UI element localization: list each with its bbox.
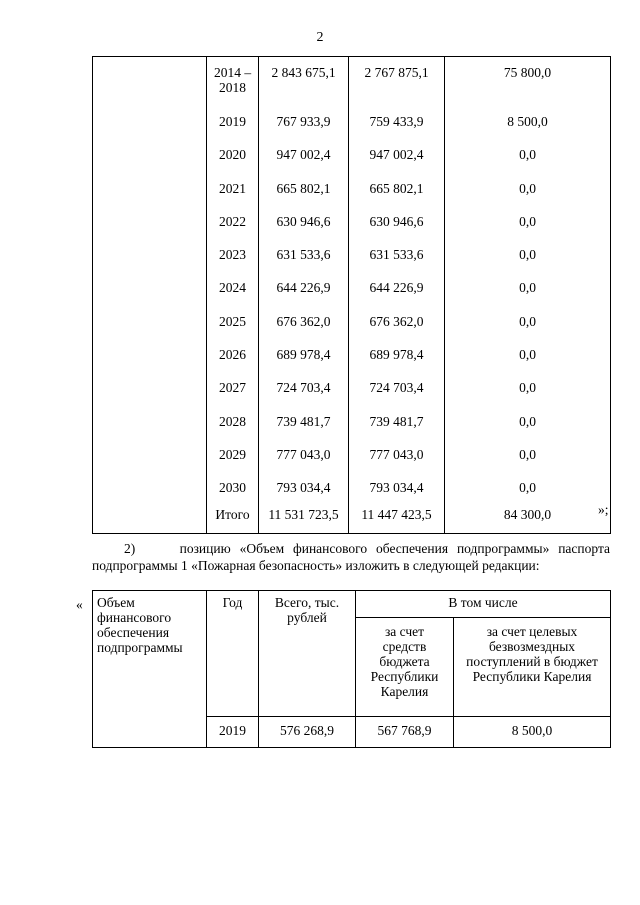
- table1-year-cell: 2014 – 2018: [213, 65, 252, 95]
- targeted-column: [445, 57, 611, 534]
- paragraph-text: позицию «Объем финансового обеспечения подпрограммы» паспорта подпрограммы 1 «Пожарная безопасность» изложить в следующей редакции:: [92, 541, 611, 573]
- page-number: 2: [316, 30, 324, 45]
- table1-year-cell: 2019: [219, 114, 246, 129]
- table1-year-cell: 2024: [219, 280, 246, 296]
- table1-total-cell: 644 226,9: [276, 280, 331, 296]
- table1-total-cell: 11 531 723,5: [268, 506, 339, 522]
- table1-targeted-cell: 0,0: [519, 180, 536, 196]
- table1-targeted-cell: 0,0: [519, 480, 536, 496]
- table1-year-cell: 2029: [219, 446, 246, 462]
- label-cell-empty: [93, 57, 207, 534]
- table1-total-cell: 630 946,6: [276, 213, 331, 229]
- table1-total-cell: 2 843 675,1: [271, 65, 336, 80]
- table1-year-cell: 2022: [219, 213, 246, 229]
- table1-targeted-cell: 75 800,0: [503, 65, 552, 80]
- table1-targeted-cell: 0,0: [519, 147, 536, 163]
- header-total: Всего, тыс. рублей: [259, 591, 356, 717]
- paragraph-number: 2): [124, 541, 136, 556]
- table1-budget-cell: 793 034,4: [369, 480, 424, 496]
- table1-year-cell: 2026: [219, 347, 246, 363]
- table1-targeted-cell: 0,0: [519, 380, 536, 396]
- table1-total-cell: 739 481,7: [276, 413, 331, 429]
- table1-budget-cell: 630 946,6: [369, 213, 424, 229]
- table1-year-cell: 2025: [219, 313, 246, 329]
- funding-table-new: [92, 590, 611, 748]
- header-including: В том числе: [356, 591, 611, 618]
- header-targeted: за счет целевых безвозмездных поступлений в бюджет Республики Карелия: [454, 618, 611, 717]
- table1-total-cell: 724 703,4: [276, 380, 331, 396]
- table1-budget-cell: 676 362,0: [369, 313, 424, 329]
- table1-budget-cell: 777 043,0: [369, 446, 424, 462]
- table1-year-cell: 2021: [219, 180, 246, 196]
- table1-year-cell: 2027: [219, 380, 246, 396]
- table1-targeted-cell: 8 500,0: [507, 114, 548, 129]
- table1-total-cell: 665 802,1: [276, 180, 331, 196]
- funding-table-continued: [92, 56, 611, 534]
- table1-total-cell: 676 362,0: [276, 313, 331, 329]
- table1-budget-cell: 759 433,9: [369, 114, 424, 129]
- header-year: Год: [207, 591, 259, 717]
- year-column: [207, 57, 259, 534]
- table1-budget-cell: 2 767 875,1: [364, 65, 429, 80]
- row-budget: 567 768,9: [356, 717, 454, 748]
- table1-year-cell: Итого: [215, 506, 250, 522]
- table1-total-cell: 767 933,9: [276, 114, 331, 129]
- table1-total-cell: 947 002,4: [276, 147, 331, 163]
- table1-budget-cell: 644 226,9: [369, 280, 424, 296]
- amendment-paragraph: [92, 540, 610, 574]
- header-label: Объем финансового обеспечения подпрограммы: [93, 591, 207, 748]
- row-year: 2019: [207, 717, 259, 748]
- table1-budget-cell: 11 447 423,5: [361, 506, 432, 522]
- table1-budget-cell: 631 533,6: [369, 247, 424, 263]
- table1-budget-cell: 739 481,7: [369, 413, 424, 429]
- table1-year-cell: 2023: [219, 247, 246, 263]
- table1-targeted-cell: 0,0: [519, 347, 536, 363]
- closing-quote: »;: [598, 502, 609, 517]
- header-budget: за счет средств бюджета Республики Карелия: [356, 618, 454, 717]
- table1-total-cell: 689 978,4: [276, 347, 331, 363]
- table1-year-cell: 2028: [219, 413, 246, 429]
- table1-targeted-cell: 0,0: [519, 247, 536, 263]
- opening-quote: «: [76, 597, 83, 612]
- table1-total-cell: 793 034,4: [276, 480, 331, 496]
- table1-budget-cell: 724 703,4: [369, 380, 424, 396]
- row-total: 576 268,9: [259, 717, 356, 748]
- table1-total-cell: 777 043,0: [276, 446, 331, 462]
- table1-budget-cell: 689 978,4: [369, 347, 424, 363]
- table1-targeted-cell: 0,0: [519, 446, 536, 462]
- table1-targeted-cell: 0,0: [519, 313, 536, 329]
- budget-column: [349, 57, 445, 534]
- table1-targeted-cell: 0,0: [519, 280, 536, 296]
- table1-targeted-cell: 84 300,0: [503, 506, 552, 522]
- table1-budget-cell: 665 802,1: [369, 180, 424, 196]
- table1-year-cell: 2020: [219, 147, 246, 163]
- table1-targeted-cell: 0,0: [519, 213, 536, 229]
- table1-targeted-cell: 0,0: [519, 413, 536, 429]
- table1-budget-cell: 947 002,4: [369, 147, 424, 163]
- table1-year-cell: 2030: [219, 480, 246, 496]
- row-targeted: 8 500,0: [454, 717, 611, 748]
- table1-total-cell: 631 533,6: [276, 247, 331, 263]
- total-column: [259, 57, 349, 534]
